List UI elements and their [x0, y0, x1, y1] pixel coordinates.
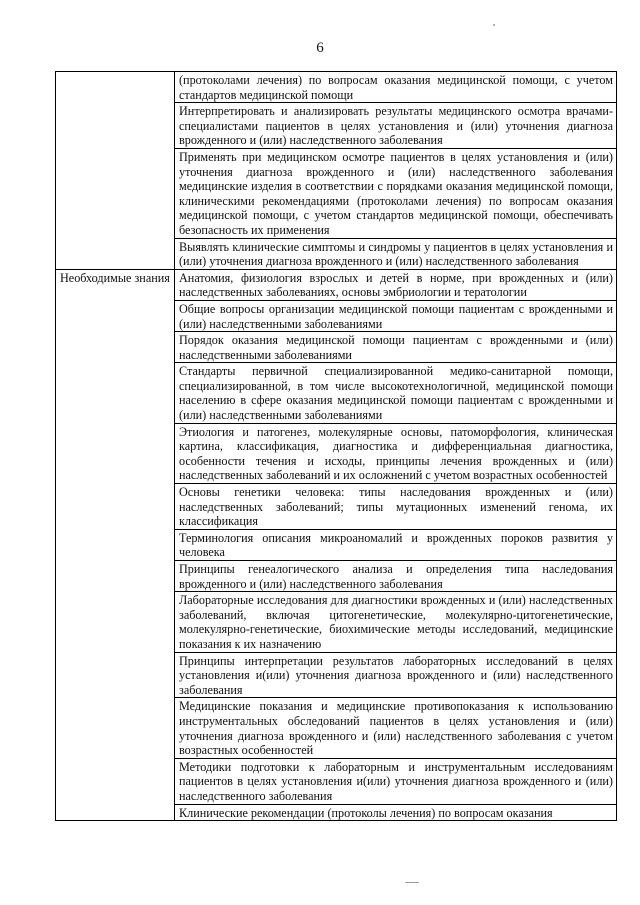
scan-speck — [493, 24, 495, 26]
knowledge-item: Общие вопросы организации медицинской помощи пациентам с врожденными и (или) наследственными заболеваниями — [175, 300, 617, 331]
knowledge-item: Основы генетики человека: типы наследования врожденных и (или) наследственных заболеваний; типы мутационных изменений генома, их классификация — [175, 484, 617, 530]
knowledge-item: Клинические рекомендации (протоколы лечения) по вопросам оказания — [175, 804, 617, 821]
page-number: 6 — [316, 40, 324, 56]
table-row — [56, 72, 617, 103]
knowledge-item: Этиология и патогенез, молекулярные основы, патоморфология, клиническая картина, классификация, диагностика и дифференциальная диагностика, особенности течения и исходы, принципы лечения врожденных и (или) наследственных заболеваний и их осложнений с учетом возрастных особенностей — [175, 423, 617, 483]
knowledge-item: Стандарты первичной специализированной медико-санитарной помощи, специализированной, в том числе высокотехнологичной, медицинской помощи населению в сфере оказания медицинской помощи пациентам с врожденными и (или) наследственными заболеваниями — [175, 363, 617, 423]
knowledge-item: Порядок оказания медицинской помощи пациентам с врожденными и (или) наследственными заболеваниями — [175, 332, 617, 363]
label-cell-empty — [56, 72, 175, 270]
knowledge-item: Медицинские показания и медицинские противопоказания к использованию инструментальных обследований пациентов в целях установления и (или) уточнения диагноза врожденного и (или) наследственного заболевания с учетом возрастных особенностей — [175, 698, 617, 758]
knowledge-item: Лабораторные исследования для диагностики врожденных и (или) наследственных заболеваний, включая цитогенетические, молекулярно-цитогенетические, молекулярно-генетические, биохимические методы исследований, медицинские показания к их назначению — [175, 592, 617, 652]
table-row — [56, 269, 617, 300]
scan-speck — [405, 882, 419, 883]
skill-item: Интерпретировать и анализировать результаты медицинского осмотра врачами-специалистами пациентов в целях установления и (или) уточнения диагноза врожденного и (или) наследственного заболевания — [175, 103, 617, 149]
section-label: Необходимые знания — [56, 269, 175, 820]
knowledge-item: Методики подготовки к лабораторным и инструментальным исследованиям пациентов в целях установления и(или) уточнения диагноза врожденного и (или) наследственного заболевания — [175, 758, 617, 804]
knowledge-item: Анатомия, физиология взрослых и детей в норме, при врожденных и (или) наследственных заболеваниях, основы эмбриологии и тератологии — [175, 269, 617, 300]
knowledge-item: Терминология описания микроаномалий и врожденных пороков развития у человека — [175, 529, 617, 560]
skill-item: Выявлять клинические симптомы и синдромы у пациентов в целях установления и (или) уточнения диагноза врожденного и (или) наследственного заболевания — [175, 238, 617, 269]
knowledge-item: Принципы генеалогического анализа и определения типа наследования врожденного и (или) наследственного заболевания — [175, 561, 617, 592]
knowledge-item: Принципы интерпретации результатов лабораторных исследований в целях установления и(или) уточнения диагноза врожденного и (или) наследственного заболевания — [175, 652, 617, 698]
skill-item: Применять при медицинском осмотре пациентов в целях установления и (или) уточнения диагноза врожденного и (или) наследственного заболевания медицинские изделия в соответствии с порядками оказания медицинской помощи, клиническими рекомендациями (протоколами лечения) по вопросам оказания медицинской помощи, с учетом стандартов медицинской помощи, обеспечивать безопасность их применения — [175, 148, 617, 238]
qualification-table — [55, 71, 617, 821]
skill-item: (протоколами лечения) по вопросам оказания медицинской помощи, с учетом стандартов медицинской помощи — [175, 72, 617, 103]
